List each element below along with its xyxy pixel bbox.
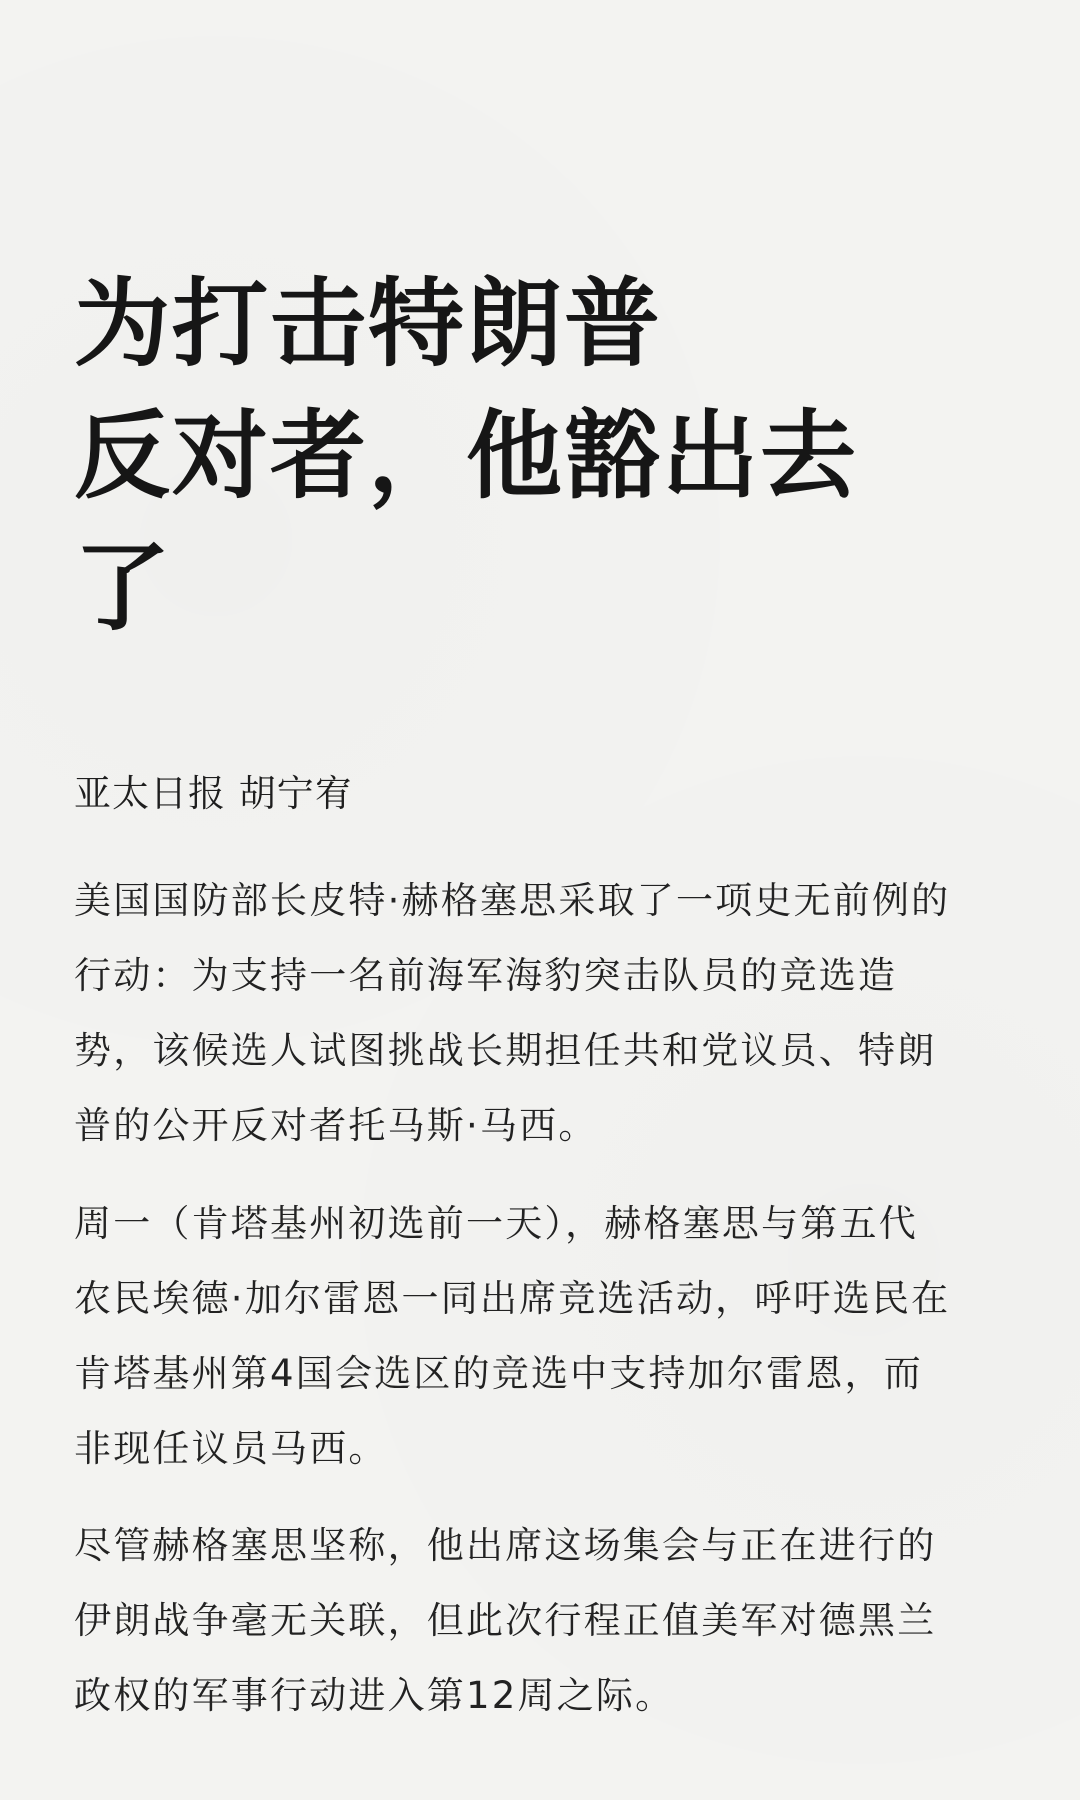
article-byline: 亚太日报 胡宁宥 [74, 772, 353, 815]
paragraph-line: 美国国防部长皮特·赫格塞思采取了一项史无前例的 [74, 879, 951, 922]
paragraph-line: 伊朗战争毫无关联，但此次行程正值美军对德黑兰 [74, 1599, 937, 1642]
headline-line: 为打击特朗普 [74, 267, 662, 380]
article-paragraph [74, 863, 1014, 1163]
headline-line: 了 [74, 531, 172, 644]
paragraph-line: 行动：为支持一名前海军海豹突击队员的竞选造 [74, 954, 898, 997]
article-paragraph [74, 1186, 1014, 1486]
paragraph-line: 普的公开反对者托马斯·马西。 [74, 1104, 598, 1147]
paragraph-line: 政权的军事行动进入第12周之际。 [74, 1674, 675, 1717]
paragraph-line: 尽管赫格塞思坚称，他出席这场集会与正在进行的 [74, 1524, 937, 1567]
paragraph-line: 肯塔基州第4国会选区的竞选中支持加尔雷恩，而 [74, 1352, 923, 1395]
paragraph-line: 非现任议员马西。 [74, 1427, 388, 1470]
article-headline [74, 258, 914, 654]
paragraph-line: 周一（肯塔基州初选前一天），赫格塞思与第五代 [74, 1202, 918, 1245]
paragraph-line: 势，该候选人试图挑战长期担任共和党议员、特朗 [74, 1029, 937, 1072]
headline-line: 反对者，他豁出去 [74, 399, 858, 512]
article-paragraph [74, 1508, 1014, 1733]
paragraph-line: 农民埃德·加尔雷恩一同出席竞选活动，呼吁选民在 [74, 1277, 951, 1320]
